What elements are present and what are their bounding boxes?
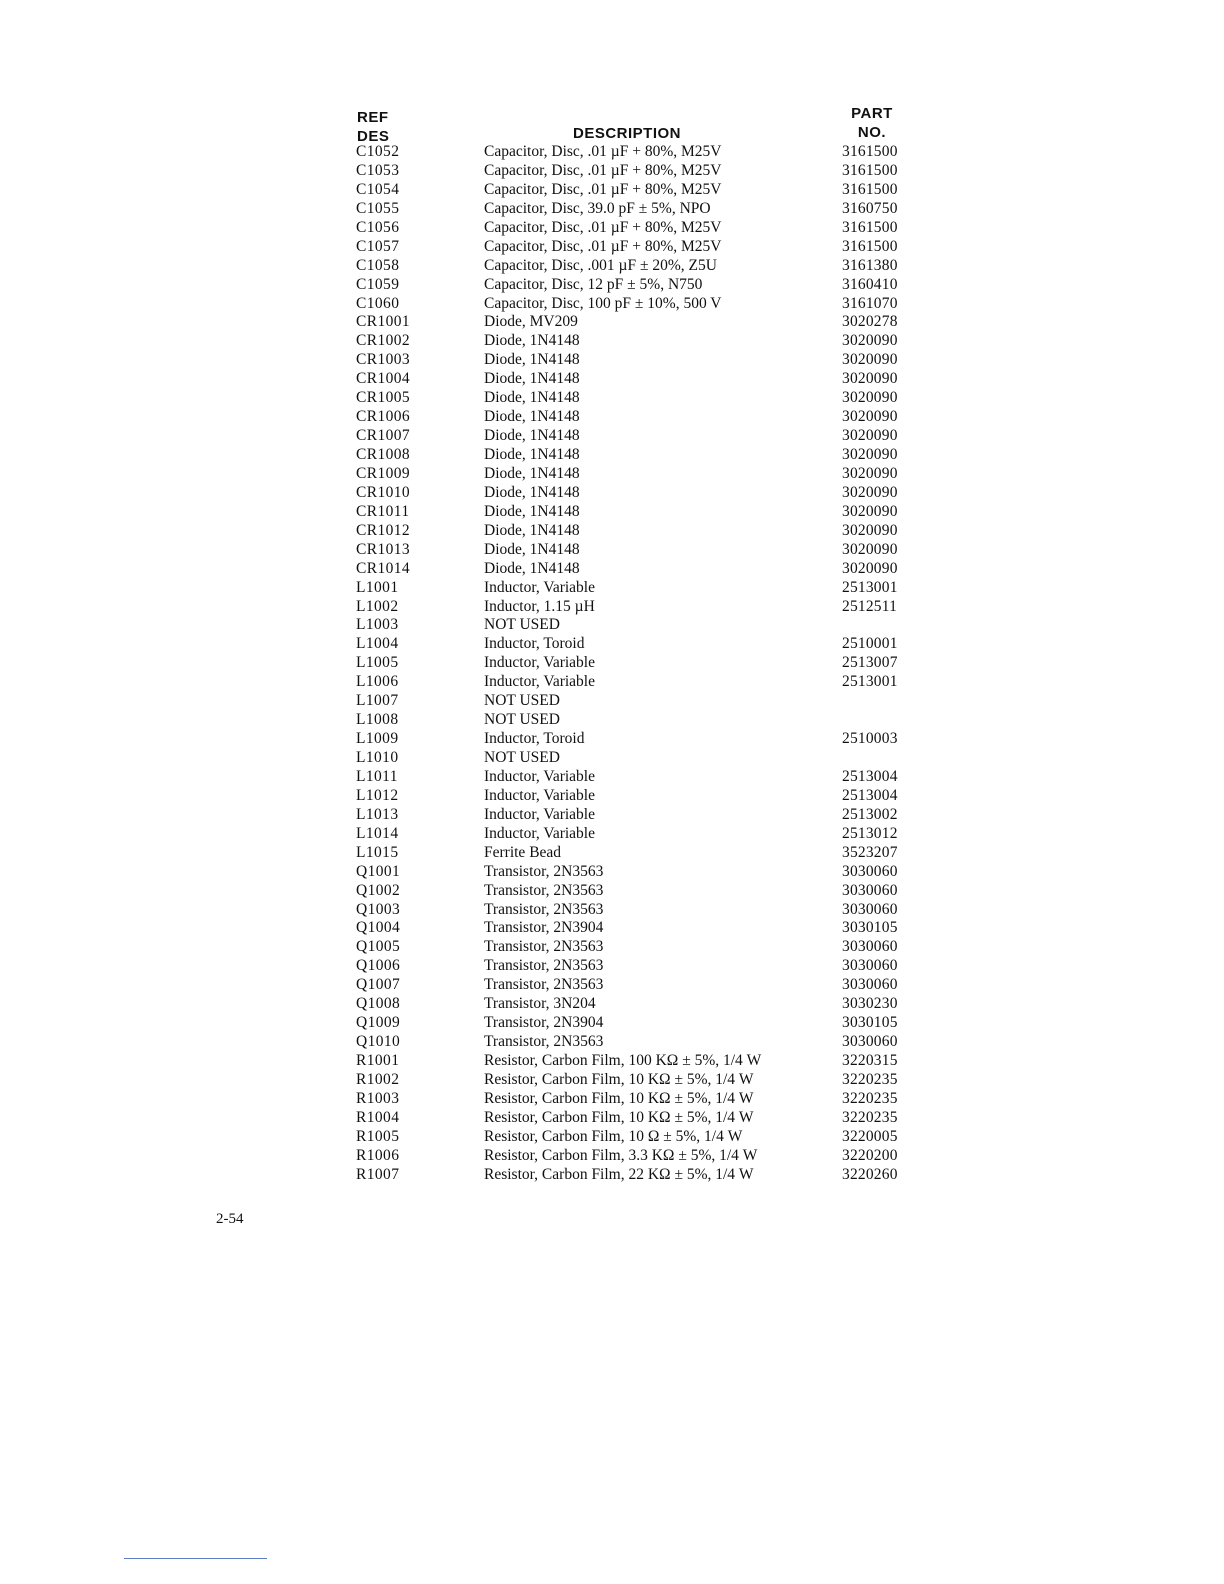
table-row: [0, 1033, 1224, 1052]
description-cell: Transistor, 2N3563: [484, 900, 604, 918]
part-no-cell: 3161500: [842, 161, 898, 179]
table-row: [0, 1052, 1224, 1071]
description-cell: Diode, 1N4148: [484, 389, 580, 407]
ref-des-cell: C1052: [356, 143, 400, 160]
table-row: [0, 522, 1224, 541]
ref-des-cell: C1057: [356, 237, 400, 255]
ref-des-cell: CR1004: [356, 370, 411, 388]
description-cell: Diode, 1N4148: [484, 351, 580, 369]
ref-des-cell: R1001: [356, 1052, 400, 1069]
description-cell: Resistor, Carbon Film, 10 Ω ± 5%, 1/4 W: [484, 1127, 743, 1145]
ref-des-cell: R1004: [356, 1108, 400, 1126]
part-no-cell: 2513004: [842, 767, 898, 785]
table-row: [0, 389, 1224, 408]
ref-des-cell: L1005: [356, 654, 399, 672]
part-no-cell: 3030060: [842, 1033, 898, 1051]
part-no-cell: 3161380: [842, 256, 898, 274]
part-no-cell: 3030060: [842, 938, 898, 956]
table-row: [0, 351, 1224, 370]
description-cell: Inductor, 1.15 µH: [484, 597, 595, 615]
description-cell: Transistor, 3N204: [484, 995, 596, 1013]
description-cell: Diode, 1N4148: [484, 483, 580, 501]
part-no-cell: 3030060: [842, 862, 898, 880]
description-cell: Resistor, Carbon Film, 10 KΩ ± 5%, 1/4 W: [484, 1070, 754, 1088]
table-row: [0, 295, 1224, 314]
table-row: [0, 957, 1224, 976]
part-no-cell: 3020278: [842, 313, 898, 331]
table-row: [0, 257, 1224, 276]
ref-des-cell: L1012: [356, 786, 399, 804]
part-no-cell: 3020090: [842, 389, 898, 407]
ref-des-cell: L1008: [356, 711, 399, 729]
ref-des-cell: L1009: [356, 730, 399, 748]
table-row: [0, 938, 1224, 957]
part-no-cell: 3030105: [842, 1014, 898, 1032]
part-no-cell: 3020090: [842, 370, 898, 388]
part-no-cell: 3220005: [842, 1127, 898, 1145]
description-cell: NOT USED: [484, 711, 560, 729]
description-cell: NOT USED: [484, 749, 560, 766]
table-row: [0, 1109, 1224, 1128]
part-no-cell: 3220200: [842, 1146, 898, 1164]
description-cell: Inductor, Toroid: [484, 730, 585, 748]
description-cell: Diode, 1N4148: [484, 521, 580, 539]
table-row: [0, 995, 1224, 1014]
ref-des-cell: CR1011: [356, 502, 410, 520]
ref-des-cell: L1014: [356, 824, 399, 842]
parts-list-table: [0, 143, 1224, 1185]
table-row: [0, 598, 1224, 617]
table-row: [0, 503, 1224, 522]
part-no-cell: 2513007: [842, 654, 898, 672]
table-row: [0, 1090, 1224, 1109]
part-header-line-2: NO.: [857, 124, 887, 141]
ref-des-cell: C1053: [356, 161, 400, 179]
table-row: [0, 882, 1224, 901]
part-no-cell: 3523207: [842, 843, 898, 861]
ref-des-cell: L1015: [356, 843, 399, 861]
description-cell: Capacitor, Disc, 39.0 pF ± 5%, NPO: [484, 199, 711, 217]
table-row: [0, 370, 1224, 389]
ref-des-cell: R1006: [356, 1146, 400, 1164]
ref-des-cell: C1058: [356, 256, 400, 274]
ref-des-cell: L1002: [356, 597, 399, 615]
ref-des-cell: Q1009: [356, 1014, 401, 1032]
description-cell: Diode, 1N4148: [484, 502, 580, 520]
table-row: [0, 1147, 1224, 1166]
description-cell: Inductor, Variable: [484, 673, 595, 691]
description-cell: Transistor, 2N3563: [484, 1033, 604, 1051]
table-row: [0, 863, 1224, 882]
part-no-cell: 3220315: [842, 1052, 898, 1069]
part-no-cell: 3030060: [842, 957, 898, 975]
part-no-cell: 3020090: [842, 502, 898, 520]
description-cell: Capacitor, Disc, 12 pF ± 5%, N750: [484, 275, 703, 293]
ref-des-cell: CR1002: [356, 332, 411, 350]
description-cell: Capacitor, Disc, .01 µF + 80%, M25V: [484, 161, 722, 179]
ref-des-cell: C1055: [356, 199, 400, 217]
description-cell: Transistor, 2N3563: [484, 957, 604, 975]
ref-des-cell: L1010: [356, 749, 399, 766]
description-cell: Transistor, 2N3904: [484, 919, 604, 937]
description-cell: Diode, 1N4148: [484, 464, 580, 482]
table-row: [0, 332, 1224, 351]
table-row: [0, 1071, 1224, 1090]
part-no-cell: 3020090: [842, 427, 898, 445]
description-cell: NOT USED: [484, 616, 560, 634]
table-row: [0, 825, 1224, 844]
part-no-cell: 3220235: [842, 1108, 898, 1126]
table-row: [0, 635, 1224, 654]
table-row: [0, 976, 1224, 995]
part-no-cell: 3020090: [842, 464, 898, 482]
description-cell: Transistor, 2N3563: [484, 862, 604, 880]
description-cell: Capacitor, Disc, .01 µF + 80%, M25V: [484, 180, 722, 198]
table-row: [0, 787, 1224, 806]
description-cell: Inductor, Toroid: [484, 635, 585, 653]
part-no-cell: 2510003: [842, 730, 898, 748]
table-row: [0, 181, 1224, 200]
part-no-cell: 3020090: [842, 446, 898, 463]
ref-des-cell: R1003: [356, 1089, 400, 1107]
table-row: [0, 276, 1224, 295]
part-no-header: [848, 104, 896, 142]
part-no-cell: 2513012: [842, 824, 898, 842]
description-cell: Diode, MV209: [484, 313, 578, 331]
description-cell: Inductor, Variable: [484, 824, 595, 842]
ref-des-cell: L1011: [356, 767, 398, 785]
part-no-cell: 2510001: [842, 635, 898, 653]
table-row: [0, 673, 1224, 692]
ref-des-cell: L1004: [356, 635, 399, 653]
ref-des-cell: Q1008: [356, 995, 401, 1013]
ref-des-header: [357, 108, 389, 146]
part-no-cell: 3160410: [842, 275, 898, 293]
part-no-cell: 3161500: [842, 143, 898, 160]
ref-des-cell: C1054: [356, 180, 400, 198]
ref-des-cell: CR1010: [356, 483, 411, 501]
description-cell: Resistor, Carbon Film, 22 KΩ ± 5%, 1/4 W: [484, 1165, 754, 1183]
table-row: [0, 238, 1224, 257]
description-cell: Diode, 1N4148: [484, 408, 580, 426]
ref-des-cell: CR1014: [356, 559, 411, 577]
description-cell: Inductor, Variable: [484, 786, 595, 804]
table-row: [0, 162, 1224, 181]
part-no-cell: 3030060: [842, 900, 898, 918]
table-row: [0, 427, 1224, 446]
part-no-cell: 3020090: [842, 483, 898, 501]
ref-des-cell: L1007: [356, 692, 399, 710]
table-row: [0, 768, 1224, 787]
ref-des-cell: CR1012: [356, 521, 411, 539]
table-row: [0, 1128, 1224, 1147]
ref-des-cell: R1007: [356, 1165, 400, 1183]
part-no-cell: 3020090: [842, 540, 898, 558]
part-no-cell: 3220235: [842, 1089, 898, 1107]
table-row: [0, 806, 1224, 825]
table-row: [0, 219, 1224, 238]
table-row: [0, 919, 1224, 938]
description-cell: Diode, 1N4148: [484, 540, 580, 558]
table-row: [0, 901, 1224, 920]
part-no-cell: 3161500: [842, 237, 898, 255]
part-no-cell: 3020090: [842, 332, 898, 350]
ref-des-cell: Q1007: [356, 976, 401, 994]
table-row: [0, 692, 1224, 711]
part-no-cell: 3220260: [842, 1165, 898, 1183]
description-cell: Diode, 1N4148: [484, 370, 580, 388]
part-no-cell: 3030060: [842, 976, 898, 994]
ref-des-cell: Q1001: [356, 862, 401, 880]
description-cell: Inductor, Variable: [484, 805, 595, 823]
ref-des-cell: L1001: [356, 578, 399, 596]
ref-des-cell: CR1006: [356, 408, 411, 426]
description-cell: Transistor, 2N3563: [484, 976, 604, 994]
description-cell: Resistor, Carbon Film, 10 KΩ ± 5%, 1/4 W: [484, 1089, 754, 1107]
ref-des-cell: C1060: [356, 294, 400, 312]
description-cell: Capacitor, Disc, .001 µF ± 20%, Z5U: [484, 256, 717, 274]
part-no-cell: 3020090: [842, 559, 898, 577]
ref-header-line-2: DES: [357, 128, 390, 145]
part-no-cell: 2513002: [842, 805, 898, 823]
part-no-cell: 3220235: [842, 1070, 898, 1088]
table-row: [0, 200, 1224, 219]
table-row: [0, 465, 1224, 484]
ref-des-cell: Q1004: [356, 919, 401, 937]
table-row: [0, 560, 1224, 579]
table-row: [0, 446, 1224, 465]
ref-des-cell: Q1003: [356, 900, 401, 918]
part-no-cell: 3160750: [842, 199, 898, 217]
description-cell: Inductor, Variable: [484, 578, 595, 596]
description-cell: Transistor, 2N3904: [484, 1014, 604, 1032]
description-cell: Capacitor, Disc, .01 µF + 80%, M25V: [484, 237, 722, 255]
part-no-cell: 3161500: [842, 218, 898, 236]
part-no-cell: 3030060: [842, 881, 898, 899]
description-cell: Diode, 1N4148: [484, 427, 580, 445]
table-row: [0, 654, 1224, 673]
table-row: [0, 1166, 1224, 1185]
footer-rule: [124, 1558, 267, 1559]
ref-des-cell: CR1009: [356, 464, 411, 482]
table-row: [0, 579, 1224, 598]
description-cell: Diode, 1N4148: [484, 446, 580, 463]
table-row: [0, 143, 1224, 162]
ref-des-cell: Q1005: [356, 938, 401, 956]
ref-des-cell: R1005: [356, 1127, 400, 1145]
ref-des-cell: Q1010: [356, 1033, 401, 1051]
ref-des-cell: CR1007: [356, 427, 411, 445]
part-no-cell: 3030230: [842, 995, 898, 1013]
ref-des-cell: CR1005: [356, 389, 411, 407]
description-cell: Transistor, 2N3563: [484, 881, 604, 899]
ref-des-cell: CR1013: [356, 540, 411, 558]
table-row: [0, 844, 1224, 863]
ref-des-cell: C1059: [356, 275, 400, 293]
ref-des-cell: C1056: [356, 218, 400, 236]
table-row: [0, 313, 1224, 332]
description-cell: Diode, 1N4148: [484, 332, 580, 350]
part-no-cell: 2513001: [842, 673, 898, 691]
description-header: DESCRIPTION: [573, 125, 682, 142]
table-row: [0, 711, 1224, 730]
table-row: [0, 484, 1224, 503]
description-cell: Inductor, Variable: [484, 767, 595, 785]
part-header-line-1: PART: [851, 105, 893, 122]
table-row: [0, 730, 1224, 749]
table-row: [0, 541, 1224, 560]
description-cell: Resistor, Carbon Film, 3.3 KΩ ± 5%, 1/4 W: [484, 1146, 758, 1164]
description-cell: Resistor, Carbon Film, 10 KΩ ± 5%, 1/4 W: [484, 1108, 754, 1126]
table-row: [0, 616, 1224, 635]
ref-des-cell: CR1001: [356, 313, 411, 331]
description-cell: NOT USED: [484, 692, 560, 710]
ref-des-cell: Q1002: [356, 881, 401, 899]
description-cell: Resistor, Carbon Film, 100 KΩ ± 5%, 1/4 W: [484, 1052, 762, 1069]
ref-des-cell: R1002: [356, 1070, 400, 1088]
part-no-cell: 2513004: [842, 786, 898, 804]
description-cell: Inductor, Variable: [484, 654, 595, 672]
description-cell: Capacitor, Disc, .01 µF + 80%, M25V: [484, 218, 722, 236]
part-no-cell: 2513001: [842, 578, 898, 596]
description-cell: Diode, 1N4148: [484, 559, 580, 577]
ref-header-line-1: REF: [357, 109, 389, 126]
part-no-cell: 3161070: [842, 294, 898, 312]
ref-des-cell: CR1008: [356, 446, 411, 463]
description-cell: Capacitor, Disc, 100 pF ± 10%, 500 V: [484, 294, 722, 312]
page-number: 2-54: [216, 1211, 244, 1227]
ref-des-cell: L1003: [356, 616, 399, 634]
ref-des-cell: Q1006: [356, 957, 401, 975]
part-no-cell: 3161500: [842, 180, 898, 198]
table-row: [0, 749, 1224, 768]
table-row: [0, 408, 1224, 427]
description-cell: Ferrite Bead: [484, 843, 562, 861]
part-no-cell: 3020090: [842, 408, 898, 426]
ref-des-cell: CR1003: [356, 351, 411, 369]
ref-des-cell: L1013: [356, 805, 399, 823]
part-no-cell: 3020090: [842, 351, 898, 369]
part-no-cell: 2512511: [842, 597, 898, 615]
part-no-cell: 3030105: [842, 919, 898, 937]
table-row: [0, 1014, 1224, 1033]
ref-des-cell: L1006: [356, 673, 399, 691]
part-no-cell: 3020090: [842, 521, 898, 539]
description-cell: Capacitor, Disc, .01 µF + 80%, M25V: [484, 143, 722, 160]
description-cell: Transistor, 2N3563: [484, 938, 604, 956]
